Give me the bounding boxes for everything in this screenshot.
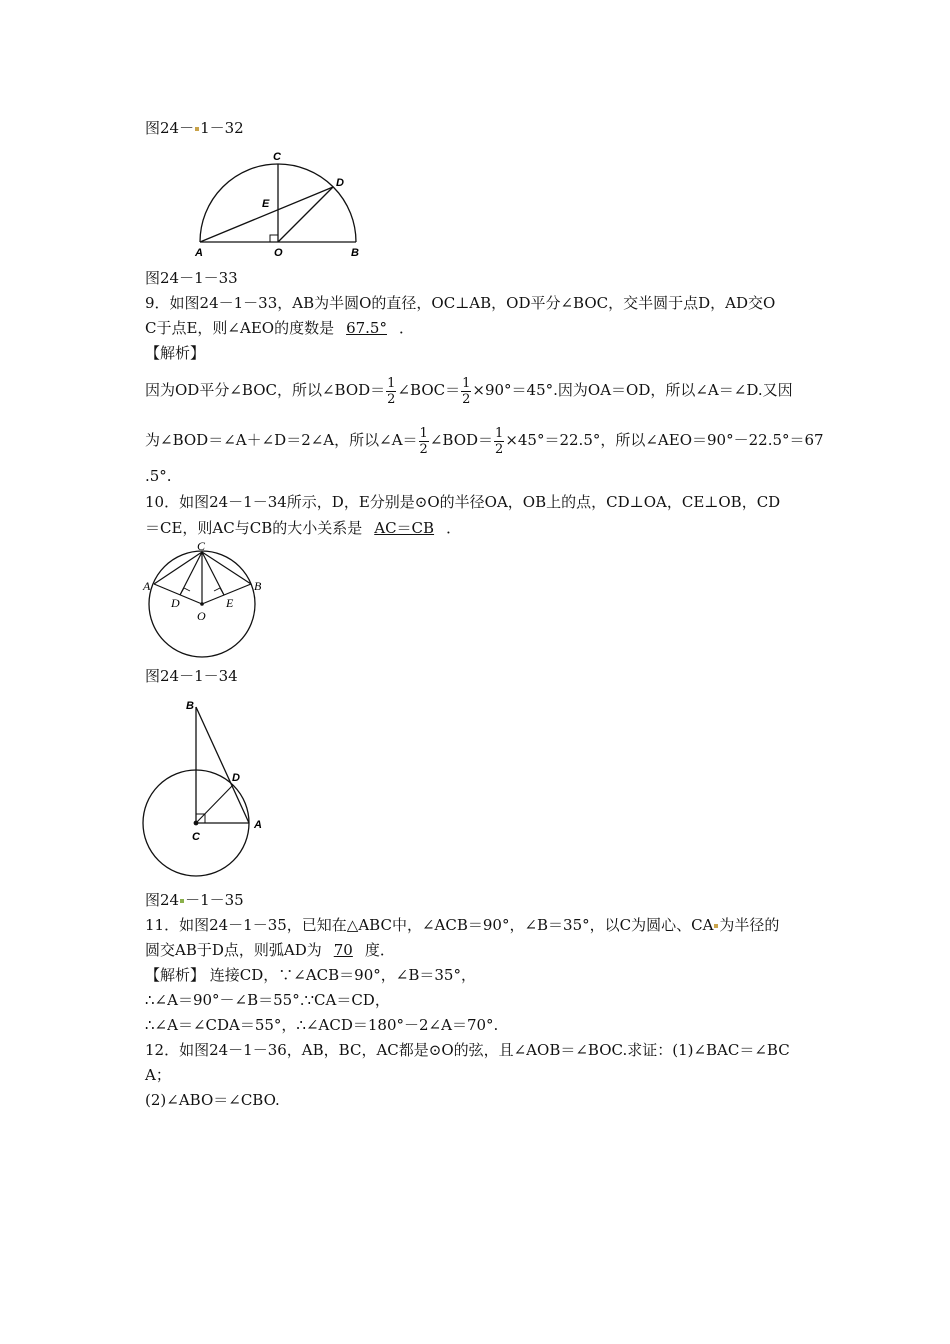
fraction-half: $\frac{1}{2}$ bbox=[419, 425, 428, 457]
figure-caption-34: 图24－1－34 bbox=[145, 667, 238, 685]
q9-analysis-label: 【解析】 bbox=[145, 344, 206, 362]
label-A: A bbox=[254, 819, 262, 831]
figure-24-1-35 bbox=[140, 695, 270, 880]
q12-line1: 12．如图24－1－36，AB，BC，AC都是⊙O的弦，且∠AOB＝∠BOC.求证：(1)∠BAC＝∠BC bbox=[145, 1041, 790, 1059]
fraction-half: $\frac{1}{2}$ bbox=[495, 425, 504, 457]
figure-24-1-34 bbox=[140, 540, 270, 660]
label-B: B bbox=[254, 579, 262, 593]
label-A: A bbox=[143, 579, 151, 593]
label-O: O bbox=[274, 247, 283, 259]
figure-24-1-33 bbox=[190, 145, 370, 260]
label-B: B bbox=[186, 700, 194, 712]
q9-answer: 67.5° bbox=[346, 319, 387, 337]
label-B: B bbox=[351, 247, 359, 259]
speck-mark bbox=[714, 924, 718, 928]
label-C: C bbox=[273, 151, 281, 163]
q11-analysis-line1: 【解析】 连接CD，∵∠ACB＝90°，∠B＝35°， bbox=[145, 966, 476, 984]
label-D: D bbox=[232, 772, 240, 784]
label-D: D bbox=[336, 177, 344, 189]
label-D: D bbox=[171, 596, 180, 610]
q10-answer: AC＝CB bbox=[374, 519, 435, 537]
q11-analysis-line3: ∴∠A＝∠CDA＝55°，∴∠ACD＝180°－2∠A＝70°. bbox=[145, 1016, 499, 1034]
q10-line1: 10．如图24－1－34所示，D，E分别是⊙O的半径OA，OB上的点，CD⊥OA，CE⊥OB，CD bbox=[145, 493, 781, 511]
speck-mark bbox=[180, 899, 184, 903]
fraction-half: $\frac{1}{2}$ bbox=[462, 375, 471, 407]
label-C: C bbox=[192, 831, 200, 843]
q11-line1: 11．如图24－1－35，已知在△ABC中，∠ACB＝90°，∠B＝35°，以C为圆心、CA 为半径的 bbox=[145, 916, 780, 934]
q9-analysis-line1: 因为OD平分∠BOC，所以∠BOD＝ $\frac{1}{2}$ ∠BOC＝ $\frac{1}{2}$ ×90°＝45°.因为OA＝OD，所以∠A＝∠D.又因 bbox=[145, 375, 793, 407]
label-C: C bbox=[197, 540, 206, 553]
q9-analysis-line3: .5°. bbox=[145, 467, 172, 485]
q9-analysis-line2: 为∠BOD＝∠A＋∠D＝2∠A，所以∠A＝ $\frac{1}{2}$ ∠BOD＝ $\frac{1}{2}$ ×45°＝22.5°，所以∠AEO＝90°－22.5°＝67 bbox=[145, 425, 824, 457]
q10-line2: ＝CE，则AC与CB的大小关系是 AC＝CB ． bbox=[145, 519, 462, 537]
speck-mark bbox=[195, 127, 199, 131]
q11-line2: 圆交AB于D点，则弧AD为 70 度． bbox=[145, 941, 395, 959]
q12-line2: A； bbox=[145, 1066, 171, 1084]
label-O: O bbox=[197, 609, 206, 623]
fraction-half: $\frac{1}{2}$ bbox=[387, 375, 396, 407]
q9-line1: 9．如图24－1－33，AB为半圆O的直径，OC⊥AB，OD平分∠BOC，交半圆于点D，AD交O bbox=[145, 294, 776, 312]
q11-answer: 70 bbox=[333, 941, 353, 959]
q12-line3: (2)∠ABO＝∠CBO. bbox=[145, 1091, 280, 1109]
figure-caption-33: 图24－1－33 bbox=[145, 269, 238, 287]
q9-line2: C于点E，则∠AEO的度数是 67.5° ． bbox=[145, 319, 414, 337]
figure-caption-35: 图24 －1－35 bbox=[145, 891, 244, 909]
label-E: E bbox=[226, 596, 234, 610]
figure-caption-32: 图24－ 1－32 bbox=[145, 119, 244, 137]
label-E: E bbox=[262, 198, 270, 210]
q11-analysis-line2: ∴∠A＝90°－∠B＝55°.∵CA＝CD， bbox=[145, 991, 390, 1009]
label-A: A bbox=[195, 247, 203, 259]
